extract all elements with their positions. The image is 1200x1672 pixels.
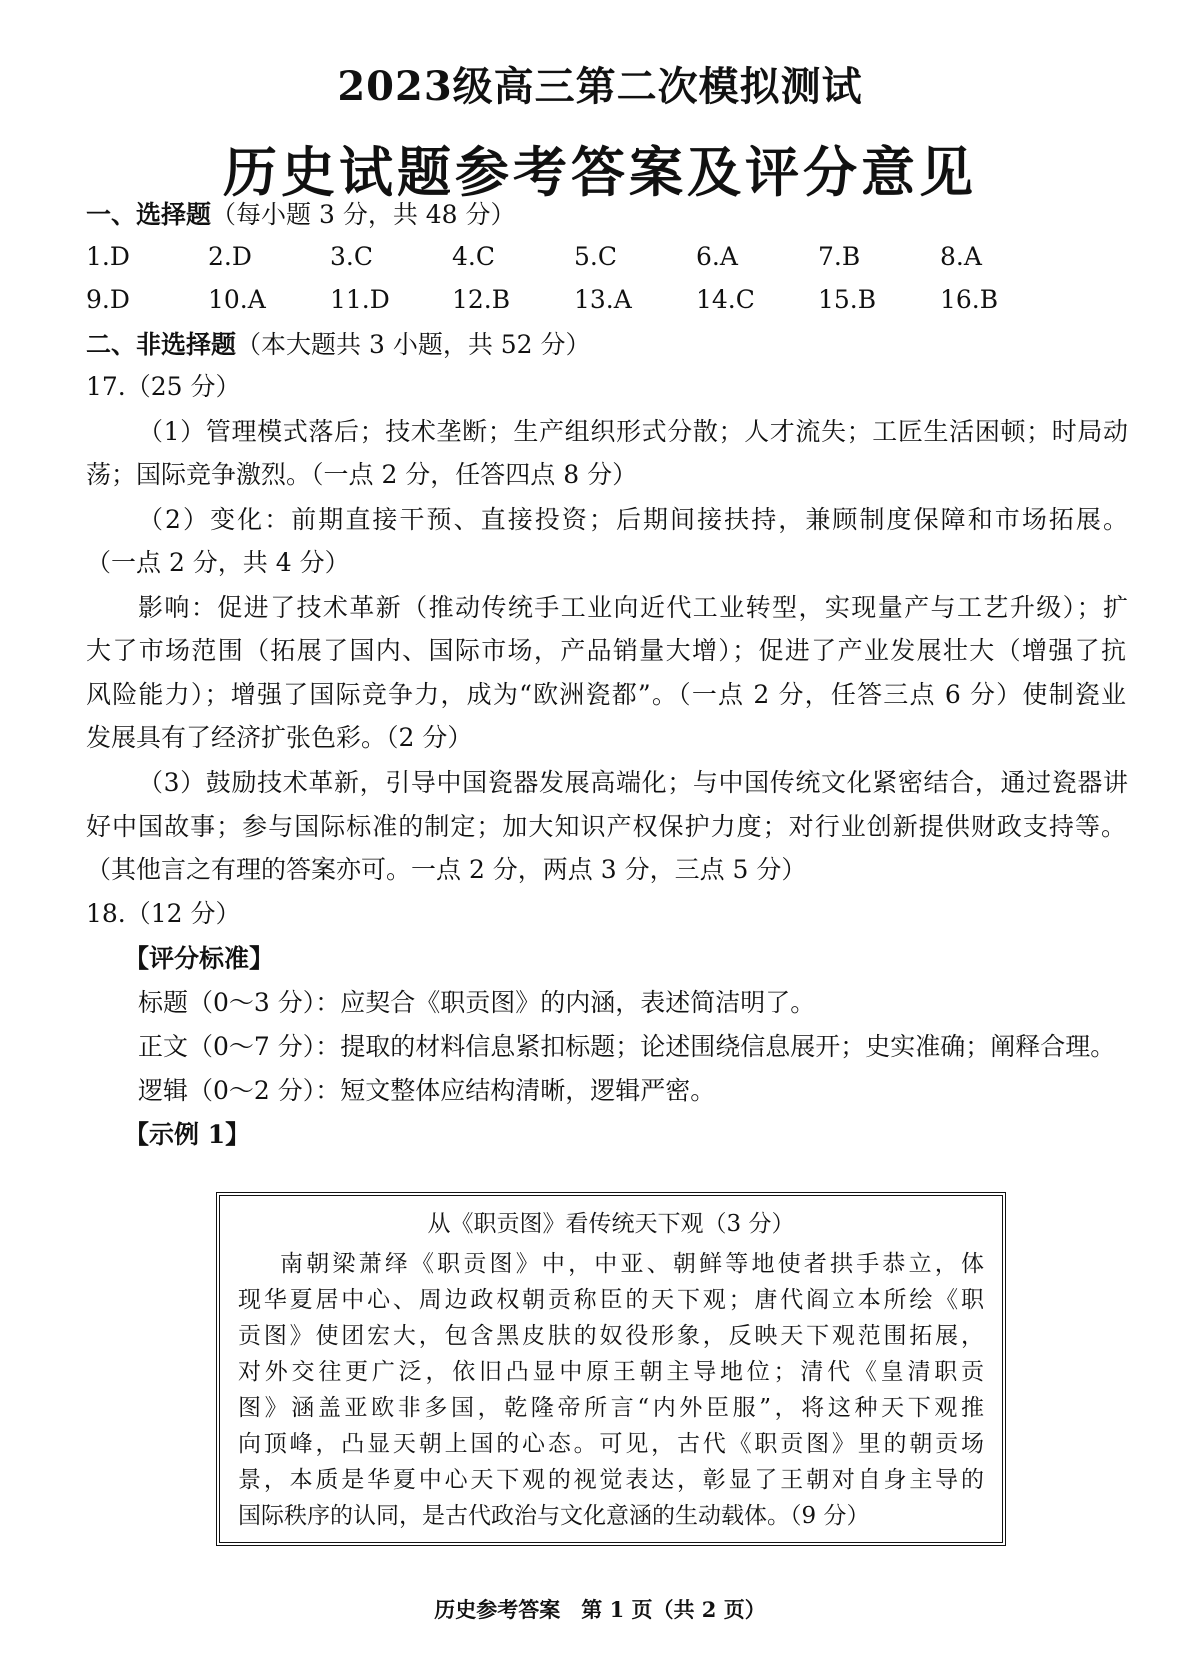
example-essay-title: 从《职贡图》看传统天下观（3 分） <box>427 1211 795 1237</box>
criteria-heading: 【评分标准】 <box>124 944 275 973</box>
answer-item: 14.C <box>696 285 755 314</box>
example-essay-line: 向顶峰，凸显天朝上国的心态。可见，古代《职贡图》里的朝贡场 <box>238 1431 984 1457</box>
exam-title: 2023级高三第二次模拟测试 <box>337 63 863 110</box>
answer-item: 2.D <box>208 242 252 271</box>
example-essay-line: 国际秩序的认同，是古代政治与文化意涵的生动载体。（9 分） <box>238 1503 870 1529</box>
answer-item: 4.C <box>452 242 495 271</box>
answers-row-1 <box>86 242 1126 272</box>
answers-row-2 <box>86 285 1126 315</box>
example-essay-line: 对外交往更广泛，依旧凸显中原王朝主导地位；清代《皇清职贡 <box>238 1359 984 1385</box>
page-footer: 历史参考答案 第 1 页（共 2 页） <box>434 1597 766 1622</box>
answer-item: 12.B <box>452 285 511 314</box>
section2-note: （本大题共 3 小题，共 52 分） <box>236 330 591 359</box>
example-essay-line: 景，本质是华夏中心天下观的视觉表达，彰显了王朝对自身主导的 <box>238 1467 984 1493</box>
q17-part3-line1: （3）鼓励技术革新，引导中国瓷器发展高端化；与中国传统文化紧密结合，通过瓷器讲 <box>138 768 1128 797</box>
answer-item: 13.A <box>574 285 632 314</box>
document-title: 历史试题参考答案及评分意见 <box>223 140 977 204</box>
q17-part1-line1: （1）管理模式落后；技术垄断；生产组织形式分散；人才流失；工匠生活困顿；时局动 <box>138 417 1128 446</box>
q17-part1-line2: 荡；国际竞争激烈。（一点 2 分，任答四点 8 分） <box>86 460 638 489</box>
answer-item: 16.B <box>940 285 999 314</box>
section2-heading <box>86 330 1126 360</box>
q17-part2-line2: （一点 2 分，共 4 分） <box>86 548 350 577</box>
q17-part2-line1: （2）变化：前期直接干预、直接投资；后期间接扶持，兼顾制度保障和市场拓展。 <box>138 505 1128 534</box>
q17-part2-impact-line2: 大了市场范围（拓展了国内、国际市场，产品销量大增）；促进了产业发展壮大（增强了抗 <box>86 636 1126 665</box>
example-essay-line: 贡图》使团宏大，包含黑皮肤的奴役形象，反映天下观范围拓展， <box>238 1323 984 1349</box>
example-essay-box <box>216 1192 1006 1546</box>
q17-part2-impact-line1: 影响：促进了技术革新（推动传统手工业向近代工业转型，实现量产与工艺升级）；扩 <box>138 593 1128 622</box>
section1-heading <box>86 200 1126 230</box>
example-essay-line: 南朝梁萧绎《职贡图》中，中亚、朝鲜等地使者拱手恭立，体 <box>280 1251 984 1277</box>
answer-item: 15.B <box>818 285 877 314</box>
answer-item: 5.C <box>574 242 617 271</box>
section1-title: 一、选择题 <box>86 200 212 229</box>
criteria-body: 正文（0～7 分）：提取的材料信息紧扣标题；论述围绕信息展开；史实准确；阐释合理。 <box>138 1032 1116 1061</box>
answer-item: 10.A <box>208 285 266 314</box>
answer-item: 8.A <box>940 242 982 271</box>
q17-part3-line3: （其他言之有理的答案亦可。一点 2 分，两点 3 分，三点 5 分） <box>86 855 807 884</box>
criteria-title: 标题（0～3 分）：应契合《职贡图》的内涵，表述简洁明了。 <box>138 988 816 1017</box>
example-essay-line: 现华夏居中心、周边政权朝贡称臣的天下观；唐代阎立本所绘《职 <box>238 1287 984 1313</box>
answer-item: 6.A <box>696 242 738 271</box>
q17-part2-impact-line4: 发展具有了经济扩张色彩。（2 分） <box>86 723 473 752</box>
q18-label: 18.（12 分） <box>86 899 241 928</box>
q17-part3-line2: 好中国故事；参与国际标准的制定；加大知识产权保护力度；对行业创新提供财政支持等。 <box>86 812 1126 841</box>
criteria-logic: 逻辑（0～2 分）：短文整体应结构清晰，逻辑严密。 <box>138 1076 716 1105</box>
answer-item: 11.D <box>330 285 390 314</box>
q17-label: 17.（25 分） <box>86 372 241 401</box>
section1-note: （每小题 3 分，共 48 分） <box>211 200 516 229</box>
section2-title: 二、非选择题 <box>86 330 237 359</box>
q17-part2-impact-line3: 风险能力）；增强了国际竞争力，成为“欧洲瓷都”。（一点 2 分，任答三点 6 分）使制瓷业 <box>86 680 1126 709</box>
answer-item: 9.D <box>86 285 130 314</box>
answer-item: 7.B <box>818 242 861 271</box>
answer-item: 1.D <box>86 242 130 271</box>
example-essay-line: 图》涵盖亚欧非多国，乾隆帝所言“内外臣服”，将这种天下观推 <box>238 1395 984 1421</box>
answer-item: 3.C <box>330 242 373 271</box>
example-heading: 【示例 1】 <box>124 1120 251 1149</box>
